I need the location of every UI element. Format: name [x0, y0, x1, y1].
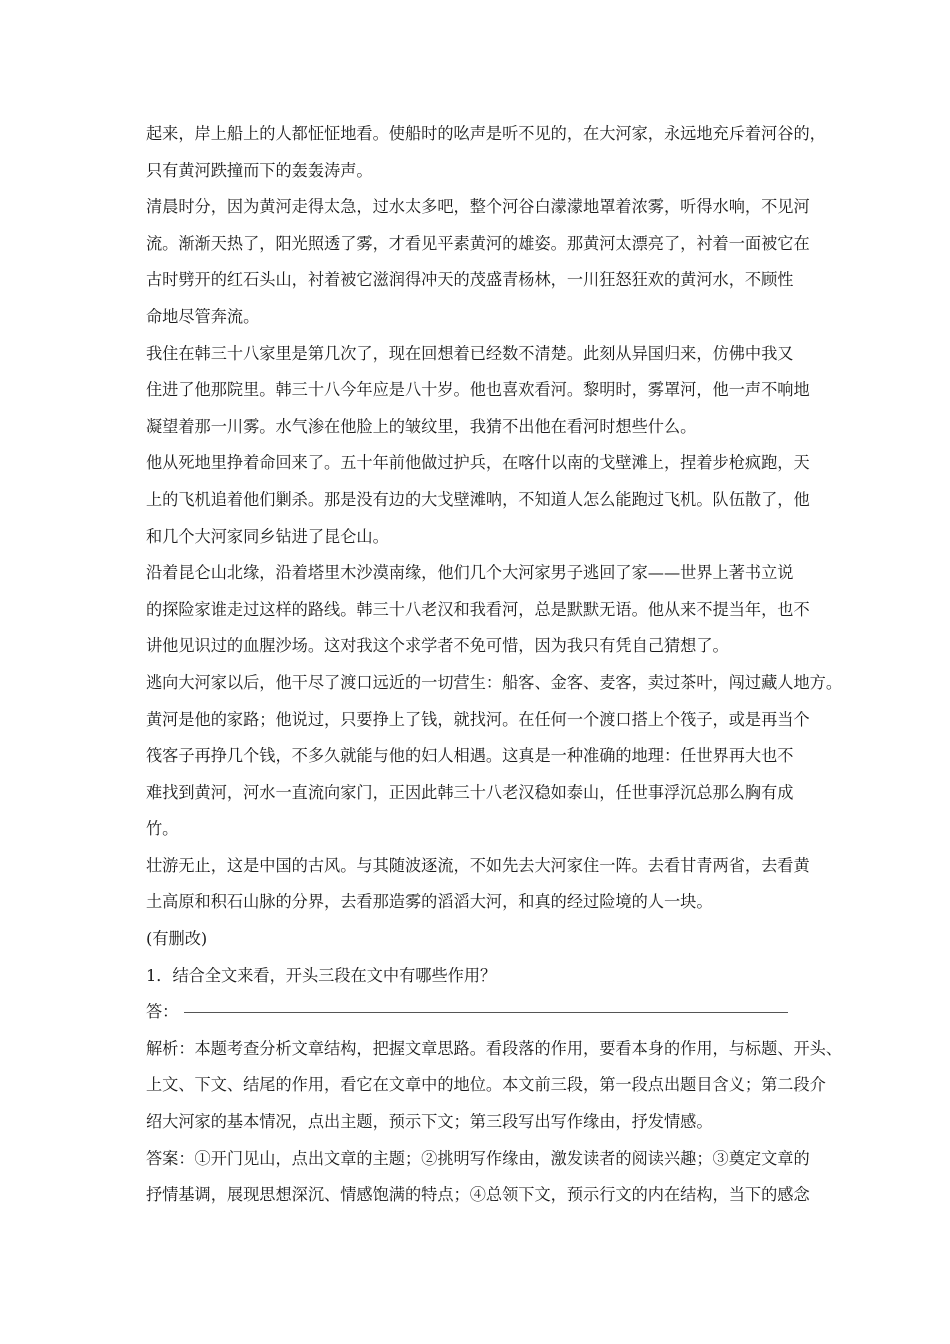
question-1: 1．结合全文来看，开头三段在文中有哪些作用？: [146, 965, 497, 985]
source-note: (有删改): [146, 929, 208, 949]
text-line: 和几个大河家同乡钻进了昆仑山。: [146, 526, 389, 546]
answer-prompt: 答：: [146, 1002, 179, 1022]
text-line: 他从死地里挣着命回来了。五十年前他做过护兵，在喀什以南的戈壁滩上，捏着步枪疯跑，天: [146, 453, 810, 473]
analysis-line: 上文、下文、结尾的作用，看它在文章中的地位。本文前三段，第一段点出题目含义；第二段介: [146, 1075, 826, 1095]
text-line: 我住在韩三十八家里是第几次了，现在回想着已经数不清楚。此刻从异国归来，仿佛中我又: [146, 343, 794, 363]
document-page: [146, 116, 843, 1214]
text-line: 黄河是他的家路；他说过，只要挣上了钱，就找河。在任何一个渡口搭上个筏子，或是再当个: [146, 709, 810, 729]
analysis-line: 解析：本题考查分析文章结构，把握文章思路。看段落的作用，要看本身的作用，与标题、开头、: [146, 1038, 843, 1058]
answer-underline: [184, 1011, 788, 1013]
text-line: 逃向大河家以后，他干尽了渡口远近的一切营生：船客、金客、麦客，卖过茶叶，闯过藏人地方。: [146, 672, 843, 692]
answer-text-line: 抒情基调，展现思想深沉、情感饱满的特点；④总领下文，预示行文的内在结构，当下的感念: [146, 1185, 810, 1205]
text-line: 上的飞机追着他们剿杀。那是没有边的大戈壁滩呐，不知道人怎么能跑过飞机。队伍散了，他: [146, 489, 810, 509]
text-line: 古时劈开的红石头山，衬着被它滋润得冲天的茂盛青杨林，一川狂怒狂欢的黄河水，不顾性: [146, 270, 794, 290]
text-line: 的探险家谁走过这样的路线。韩三十八老汉和我看河，总是默默无语。他从来不提当年，也不: [146, 599, 810, 619]
text-line: 流。渐渐天热了，阳光照透了雾，才看见平素黄河的雄姿。那黄河太漂亮了，衬着一面被它在: [146, 233, 810, 253]
answer-blank-line: [146, 994, 810, 1031]
answer-text-line: 答案：①开门见山，点出文章的主题；②挑明写作缘由，激发读者的阅读兴趣；③奠定文章的: [146, 1148, 810, 1168]
text-line: 筏客子再挣几个钱，不多久就能与他的妇人相遇。这真是一种准确的地理：任世界再大也不: [146, 746, 794, 766]
text-line: 竹。: [146, 819, 179, 839]
text-line: 沿着昆仑山北缘，沿着塔里木沙漠南缘，他们几个大河家男子逃回了家——世界上著书立说: [146, 563, 794, 583]
text-line: 土高原和积石山脉的分界，去看那造雾的滔滔大河，和真的经过险境的人一块。: [146, 892, 713, 912]
text-line: 讲他见识过的血腥沙场。这对我这个求学者不免可惜，因为我只有凭自己猜想了。: [146, 636, 729, 656]
text-line: 清晨时分，因为黄河走得太急，过水太多吧，整个河谷白濛濛地罩着浓雾，听得水响，不见河: [146, 197, 810, 217]
text-line: 凝望着那一川雾。水气渗在他脸上的皱纹里，我猜不出他在看河时想些什么。: [146, 416, 697, 436]
text-line: 只有黄河跌撞而下的轰轰涛声。: [146, 160, 373, 180]
text-line: 难找到黄河，河水一直流向家门，正因此韩三十八老汉稳如泰山，任世事浮沉总那么胸有成: [146, 782, 794, 802]
text-line: 起来，岸上船上的人都怔怔地看。使船时的吆声是听不见的，在大河家，永远地充斥着河谷的，: [146, 124, 826, 143]
analysis-line: 绍大河家的基本情况，点出主题，预示下文；第三段写出写作缘由，抒发情感。: [146, 1112, 713, 1132]
text-line: 住进了他那院里。韩三十八今年应是八十岁。他也喜欢看河。黎明时，雾罩河，他一声不响地: [146, 380, 810, 400]
text-line: 壮游无止，这是中国的古风。与其随波逐流，不如先去大河家住一阵。去看甘青两省，去看黄: [146, 855, 810, 875]
text-line: 命地尽管奔流。: [146, 306, 260, 326]
